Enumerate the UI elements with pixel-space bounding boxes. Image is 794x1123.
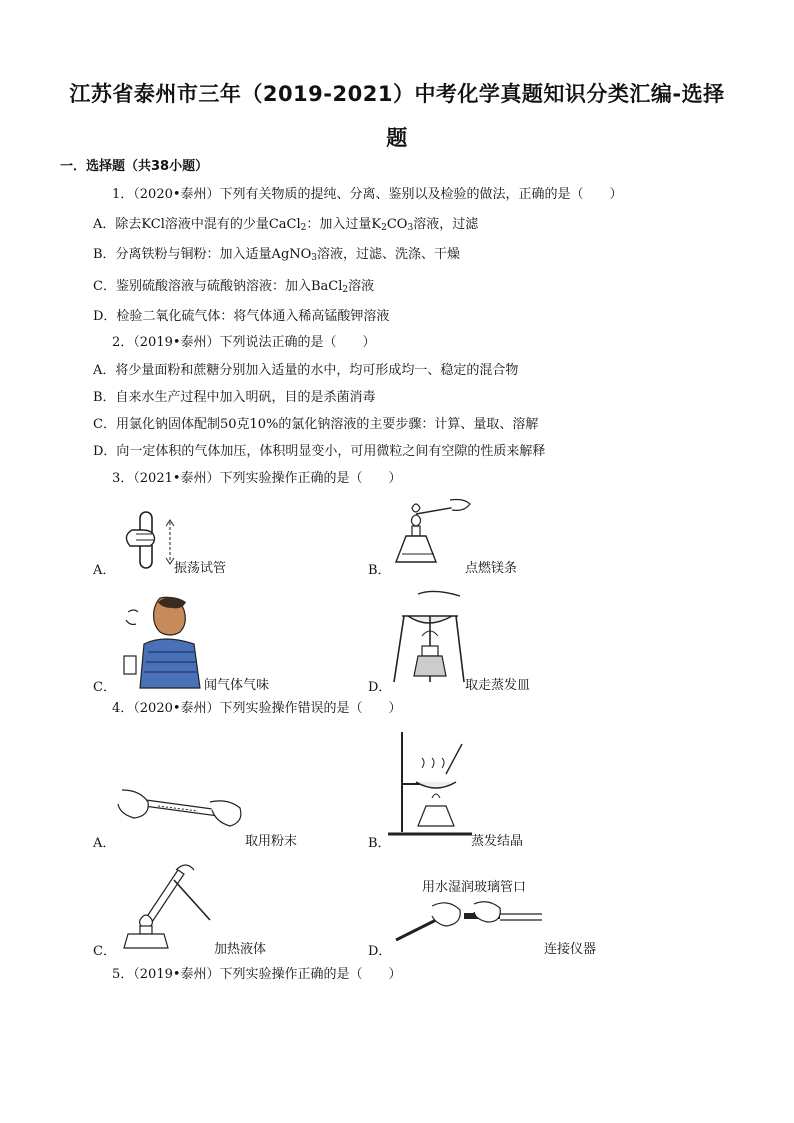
q1-option-a: A．除去KCl溶液中混有的少量CaCl$_2$：加入过量$K_2CO_3$溶液，过滤 <box>93 217 479 233</box>
q3-c-caption: 闻气体气味 <box>204 678 270 693</box>
q3-a-label: A． <box>93 563 116 578</box>
q1-stem: 1．（2020•泰州）下列有关物质的提纯、分离、鉴别以及检验的做法，正确的是（ ） <box>112 187 623 202</box>
q1-option-d: D．检验二氧化硫气体：将气体通入稀高锰酸钾溶液 <box>93 309 390 324</box>
q1-option-c: C．鉴别硫酸溶液与硫酸钠溶液：加入BaCl$_2$溶液 <box>93 279 375 295</box>
q2-stem: 2．（2019•泰州）下列说法正确的是（ ） <box>112 335 376 350</box>
smell-gas-figure <box>114 592 204 690</box>
q3-d-label: D． <box>368 680 392 695</box>
document-title <box>60 72 734 160</box>
q4-d-note: 用水湿润玻璃管口 <box>422 880 527 895</box>
q3-b-label: B． <box>368 563 391 578</box>
q4-b-label: B． <box>368 836 391 851</box>
q2-option-a: A．将少量面粉和蔗糖分别加入适量的水中，均可形成均一、稳定的混合物 <box>93 363 519 378</box>
section-heading: 一．选择题（共38小题） <box>60 159 209 174</box>
q1-option-b: B．分离铁粉与铜粉：加入适量AgNO$_3$溶液，过滤、洗涤、干燥 <box>93 247 461 263</box>
evaporation-crystallization-figure <box>386 728 474 844</box>
connect-apparatus-figure <box>392 896 542 948</box>
q4-stem: 4．（2020•泰州）下列实验操作错误的是（ ） <box>112 701 402 716</box>
q4-c-caption: 加热液体 <box>214 942 267 957</box>
ignite-magnesium-figure <box>392 500 472 572</box>
heat-liquid-figure <box>112 860 222 952</box>
q3-c-label: C． <box>93 680 116 695</box>
q4-a-caption: 取用粉末 <box>245 834 298 849</box>
q4-d-label: D． <box>368 944 392 959</box>
q2-option-c: C．用氯化钠固体配制50克10%的氯化钠溶液的主要步骤：计算、量取、溶解 <box>93 417 539 432</box>
title-line-2: 题 <box>386 126 408 150</box>
q3-stem: 3．（2021•泰州）下列实验操作正确的是（ ） <box>112 471 402 486</box>
q3-d-caption: 取走蒸发皿 <box>465 678 531 693</box>
take-powder-figure <box>118 780 248 838</box>
q2-option-b: B．自来水生产过程中加入明矾，目的是杀菌消毒 <box>93 390 376 405</box>
remove-evaporating-dish-figure <box>388 588 468 688</box>
q3-a-caption: 振荡试管 <box>174 561 227 576</box>
q5-stem: 5．（2019•泰州）下列实验操作正确的是（ ） <box>112 967 402 982</box>
q4-a-label: A． <box>93 836 116 851</box>
q2-option-d: D．向一定体积的气体加压，体积明显变小，可用微粒之间有空隙的性质来解释 <box>93 444 546 459</box>
q4-c-label: C． <box>93 944 116 959</box>
q4-d-caption: 连接仪器 <box>544 942 597 957</box>
q4-b-caption: 蒸发结晶 <box>471 834 524 849</box>
title-line-1: 江苏省泰州市三年（2019-2021）中考化学真题知识分类汇编-选择 <box>69 82 725 106</box>
q3-b-caption: 点燃镁条 <box>465 561 518 576</box>
